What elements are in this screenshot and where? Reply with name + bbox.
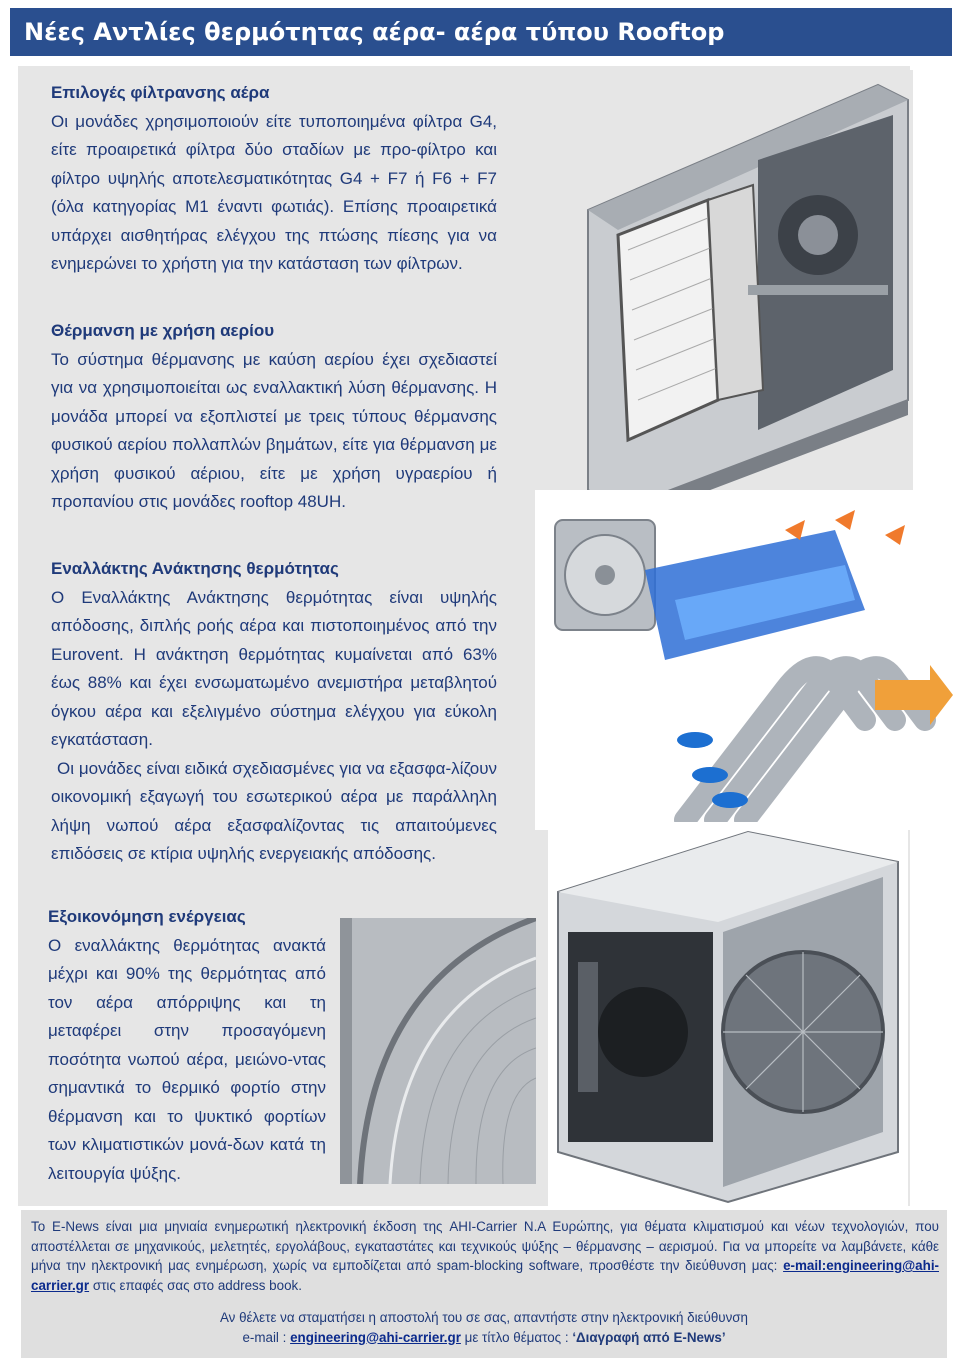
filters-body: Οι μονάδες χρησιμοποιούν είτε τυποποιημένα φίλτρα G4, είτε προαιρετικά φίλτρα δύο σταδίων με προ-φίλτρο και φίλτρο υψηλής αποτελεσματικότητας G4 + F7 ή F6 + F7 (όλα κατηγορίας M1 έναντι φωτιάς). Επίσης προαιρετικά υπάρχει αισθητήρας ελέγχου της πτώσης πίεσης για να ενημερώνει το χρήστη για την κατάσταση των φίλτρων. [51, 111, 497, 273]
footer-info [31, 1217, 939, 1295]
section-gas [51, 317, 497, 517]
footer-email-link-1[interactable]: e-mail:engineering@ahi-carrier.gr [31, 1258, 939, 1293]
filters-heading: Επιλογές φίλτρανσης αέρα [51, 83, 270, 102]
footer-subject: Διαγραφή από E-News [576, 1329, 722, 1345]
energy-body: Ο εναλλάκτης θερμότητας ανακτά μέχρι και 90% της θερμότητας από τον αέρα απόρριψης και τη μεταφέρει στην προσαγόμενη ποσότητα νωπού αέρα, μειώνο-ντας σημαντικά το θερμικό φορτίο στην θέρμανση και το ψυκτικό φορτίων των κλιματιστικών μονά-δων κατά τη λειτουργία ψύξης. [48, 935, 326, 1183]
gas-heading: Θέρμανση με χρήση αερίου [51, 321, 275, 340]
footer-line-2: Αν θέλετε να σταματήσει η αποστολή του σε σας, απαντήστε στην ηλεκτρονική διεύθυνση [219, 1310, 749, 1325]
recovery-body-1: Ο Εναλλάκτης Ανάκτησης θερμότητας είναι υψηλής απόδοσης, διπλής ροής αέρα και πιστοποιημένος από την Eurovent. Η ανάκτηση θερμότητας κυμαίνεται από 63% έως 88% και έχει ενσωματωμένο ανεμιστήρα μεταβλητού όγκου αέρα και εξελιγμένο σύστημα ελέγχου για εύκολη εγκατάσταση. [51, 587, 497, 749]
footer [21, 1210, 947, 1358]
footer-line-1-end: στις επαφές σας στο address book. [92, 1277, 302, 1293]
heat-recovery-unit-photo [548, 822, 908, 1206]
page-title: Νέες Αντλίες θερμότητας αέρα- αέρα τύπου Rooftop [10, 8, 952, 56]
section-recovery [51, 555, 497, 869]
footer-subject-prefix: με τίτλο θέματος : [464, 1329, 569, 1345]
gas-body: Το σύστημα θέρμανσης με καύση αερίου έχει σχεδιαστεί για να χρησιμοποιείται ως εναλλακτική λύση θέρμανσης. Η μονάδα μπορεί να εξοπλιστεί με τρεις τύπους θέρμανσης φυσικού αερίου πολλαπλών βημάτων, είτε για θέρμανση με χρήση φυσικού αέριου, είτε με χρήση υγραερίου ή προπανίου στις μονάδες rooftop 48UH. [51, 349, 497, 511]
footer-line-1: Το E-News είναι μια μηνιαία ενημερωτική ηλεκτρονική έκδοση της AHI-Carrier N.A Ευρώπης, για θέματα κλιματισμού και νέων τεχνολογιών, που αποστέλλεται σε μηχανικούς, μελετητές, εργολάβους, εγκαταστάτες και τεχνικούς ψύξης – θέρμανσης – αερισμού. Για να μπορείτε να λαμβάνετε, κάθε μήνα την ηλεκτρονική μας ενημέρωση, χωρίς να εμποδίζεται από spam-blocking software, προσθέστε την διεύθυνση μας: [31, 1219, 939, 1273]
footer-unsubscribe: Αν θέλετε να σταματήσει η αποστολή του σε σας, απαντήστε στην ηλεκτρονική διεύθυνση e-mail : engineering@ahi-carrier.gr με τίτλο θέματος : ‘Διαγραφή από E-News’ [21, 1308, 947, 1347]
rotary-wheel-photo [340, 918, 536, 1184]
rooftop-unit-photo [548, 70, 913, 520]
footer-email-link-2[interactable]: engineering@ahi-carrier.gr [290, 1329, 461, 1345]
section-filters [51, 79, 497, 279]
recovery-heading: Εναλλάκτης Ανάκτησης θερμότητας [51, 559, 339, 578]
energy-heading: Εξοικονόμηση ενέργειας [48, 907, 246, 926]
section-energy [48, 903, 326, 1188]
heat-exchanger-diagram [535, 490, 953, 830]
recovery-body-2: Οι μονάδες είναι ειδικά σχεδιασμένες για να εξασφα-λίζουν οικονομική εξαγωγή του εσωτερικού αέρα με παράλληλη λήψη νωπού αέρα εξασφαλίζοντας τις απαιτούμενες επιδόσεις σε κτίρια υψηλής ενεργειακής απόδοσης. [51, 758, 497, 863]
footer-email-prefix: e-mail : [242, 1329, 287, 1345]
